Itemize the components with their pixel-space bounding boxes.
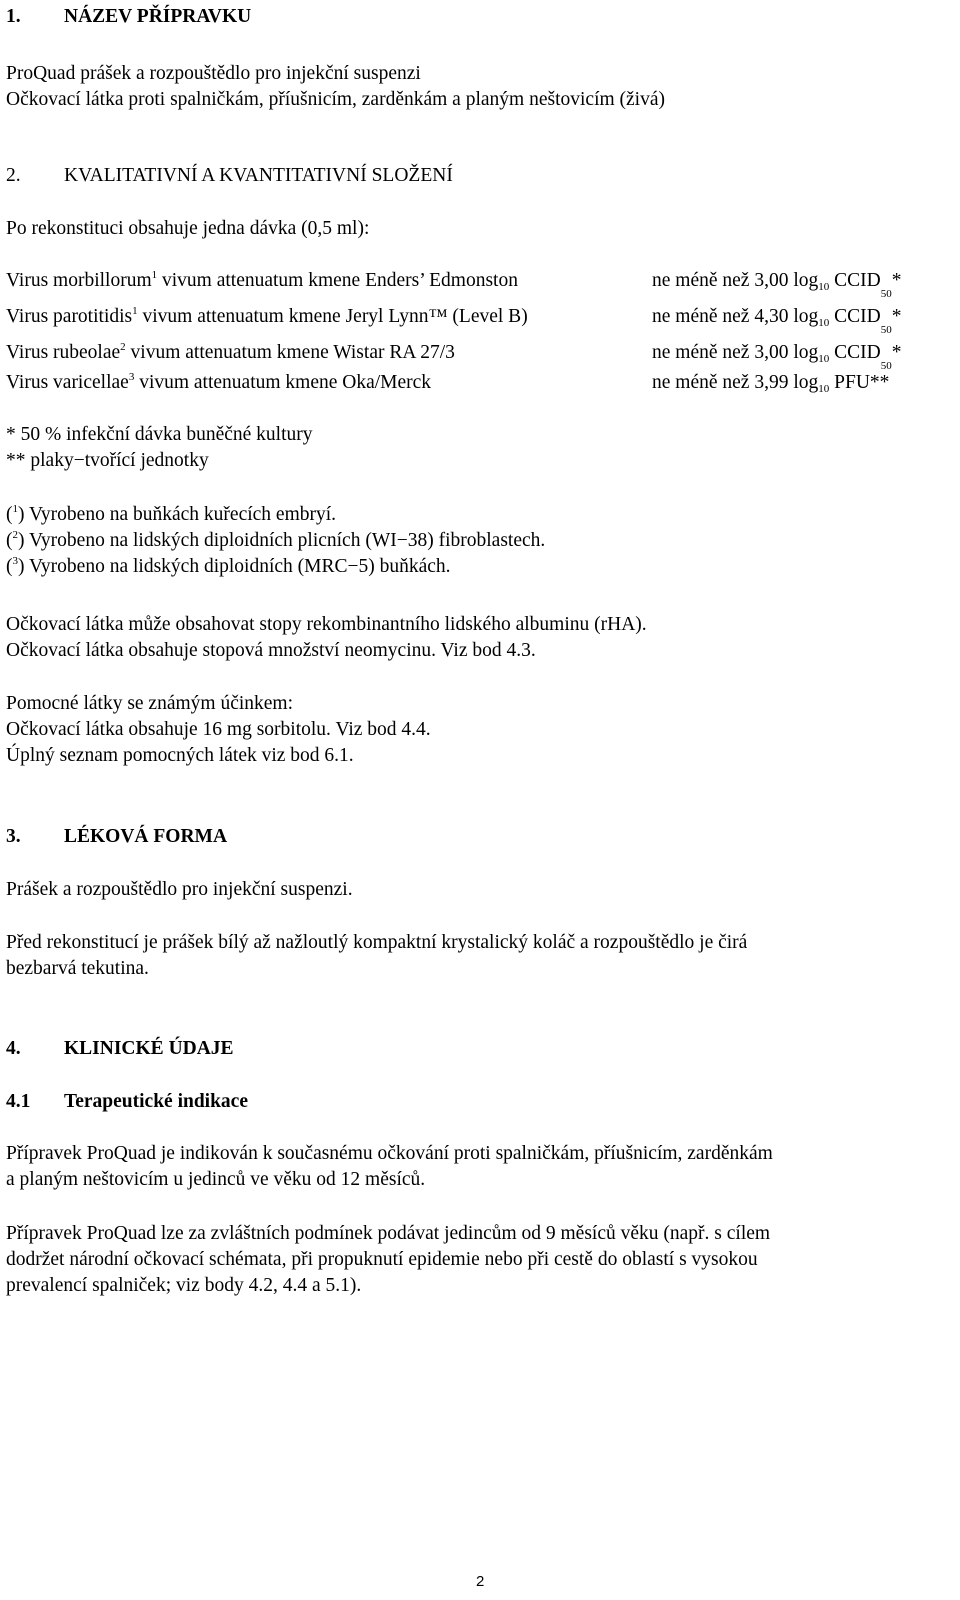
component-amount: ne méně než 3,00 $\log_{10}$ $CCID_{50}*$ [652, 342, 902, 372]
composition-intro: Po rekonstituci obsahuje jedna dávka (0,5 ml): [6, 218, 370, 239]
paragraph-line: prevalencí spalniček; viz body 4.2, 4.4 a 5.1). [6, 1275, 362, 1296]
neomycin-note: Očkovací látka obsahuje stopová množství neomycinu. Viz bod 4.3. [6, 640, 536, 661]
component-row [6, 340, 946, 372]
component-name: Virus rubeolae$^2$ vivum attenuatum kmene Wistar RA 27/3 [6, 341, 455, 363]
subsection-4-1-heading [6, 1089, 248, 1115]
indication-paragraph-1 [6, 1141, 773, 1193]
section-3-number: 3. [6, 826, 21, 847]
paragraph-line: Přípravek ProQuad je indikován k současnému očkování proti spalničkám, příušnicím, zarděnkám [6, 1143, 773, 1164]
component-name: Virus varicellae$^3$ vivum attenuatum kmene Oka/Merck [6, 371, 432, 393]
origin-note: ($^2$) Vyrobeno na lidských diploidních plicních (WI−38) fibroblastech. [6, 529, 546, 551]
composition-footnotes [6, 422, 313, 474]
section-2-heading [6, 163, 453, 189]
indication-paragraph-2 [6, 1221, 770, 1299]
paragraph-line: a planým neštovicím u jedinců ve věku od 12 měsíců. [6, 1169, 426, 1190]
pharmaceutical-form: Prášek a rozpouštědlo pro injekční suspenzi. [6, 879, 353, 900]
product-name-block [6, 61, 665, 113]
section-1-title: NÁZEV PŘÍPRAVKU [64, 6, 252, 27]
product-name-line: ProQuad prášek a rozpouštědlo pro injekční suspenzi [6, 63, 421, 84]
section-1-heading [6, 4, 251, 30]
component-amount: ne méně než 4,30 $\log_{10}$ $CCID_{50}*$ [652, 306, 902, 336]
paragraph-line: dodržet národní očkovací schémata, při propuknutí epidemie nebo při cestě do oblastí s vysokou [6, 1249, 758, 1270]
component-name: Virus morbillorum$^1$ vivum attenuatum kmene Enders’ Edmonston [6, 269, 518, 291]
section-3-title: LÉKOVÁ FORMA [64, 826, 228, 847]
component-row [6, 268, 946, 300]
footnote-star: * 50 % infekční dávka buněčné kultury [6, 424, 313, 445]
origin-note: ($^1$) Vyrobeno na buňkách kuřecích embryí. [6, 503, 337, 525]
excipients-list-note: Úplný seznam pomocných látek viz bod 6.1. [6, 745, 354, 766]
form-description [6, 930, 747, 982]
component-row [6, 370, 946, 396]
section-3-heading [6, 824, 227, 850]
section-4-title: KLINICKÉ ÚDAJE [64, 1038, 234, 1059]
sorbitol-note: Očkovací látka obsahuje 16 mg sorbitolu. Viz bod 4.4. [6, 719, 431, 740]
excipients-title: Pomocné látky se známým účinkem: [6, 693, 294, 714]
component-name: Virus parotitidis$^1$ vivum attenuatum kmene Jeryl Lynn™ (Level B) [6, 305, 528, 327]
section-1-number: 1. [6, 6, 21, 27]
section-2-title: KVALITATIVNÍ A KVANTITATIVNÍ SLOŽENÍ [64, 165, 453, 186]
section-2-number: 2. [6, 165, 21, 186]
origin-note: ($^3$) Vyrobeno na lidských diploidních (MRC−5) buňkách. [6, 555, 451, 577]
footnote-double-star: ** plaky−tvořící jednotky [6, 450, 209, 471]
form-description-line: Před rekonstitucí je prášek bílý až nažloutlý kompaktní krystalický koláč a rozpouštědlo je čirá [6, 932, 748, 953]
albumin-note: Očkovací látka může obsahovat stopy rekombinantního lidského albuminu (rHA). [6, 614, 647, 635]
paragraph-line: Přípravek ProQuad lze za zvláštních podmínek podávat jedincům od 9 měsíců věku (např. s cílem [6, 1223, 771, 1244]
excipients-block [6, 691, 431, 769]
component-row [6, 304, 946, 336]
component-amount: ne méně než 3,00 $\log_{10}$ $CCID_{50}*$ [652, 270, 902, 300]
product-description-line: Očkovací látka proti spalničkám, příušnicím, zarděnkám a planým neštovicím (živá) [6, 89, 665, 110]
form-description-line: bezbarvá tekutina. [6, 958, 149, 979]
section-4-number: 4. [6, 1038, 21, 1059]
component-amount: ne méně než 3,99 $\log_{10} PFU**$ [652, 372, 890, 395]
section-4-heading [6, 1036, 234, 1062]
page-number: 2 [476, 1573, 485, 1590]
origin-notes [6, 502, 545, 580]
subsection-title: Terapeutické indikace [64, 1091, 248, 1112]
trace-notes [6, 612, 647, 664]
subsection-number: 4.1 [6, 1091, 31, 1112]
